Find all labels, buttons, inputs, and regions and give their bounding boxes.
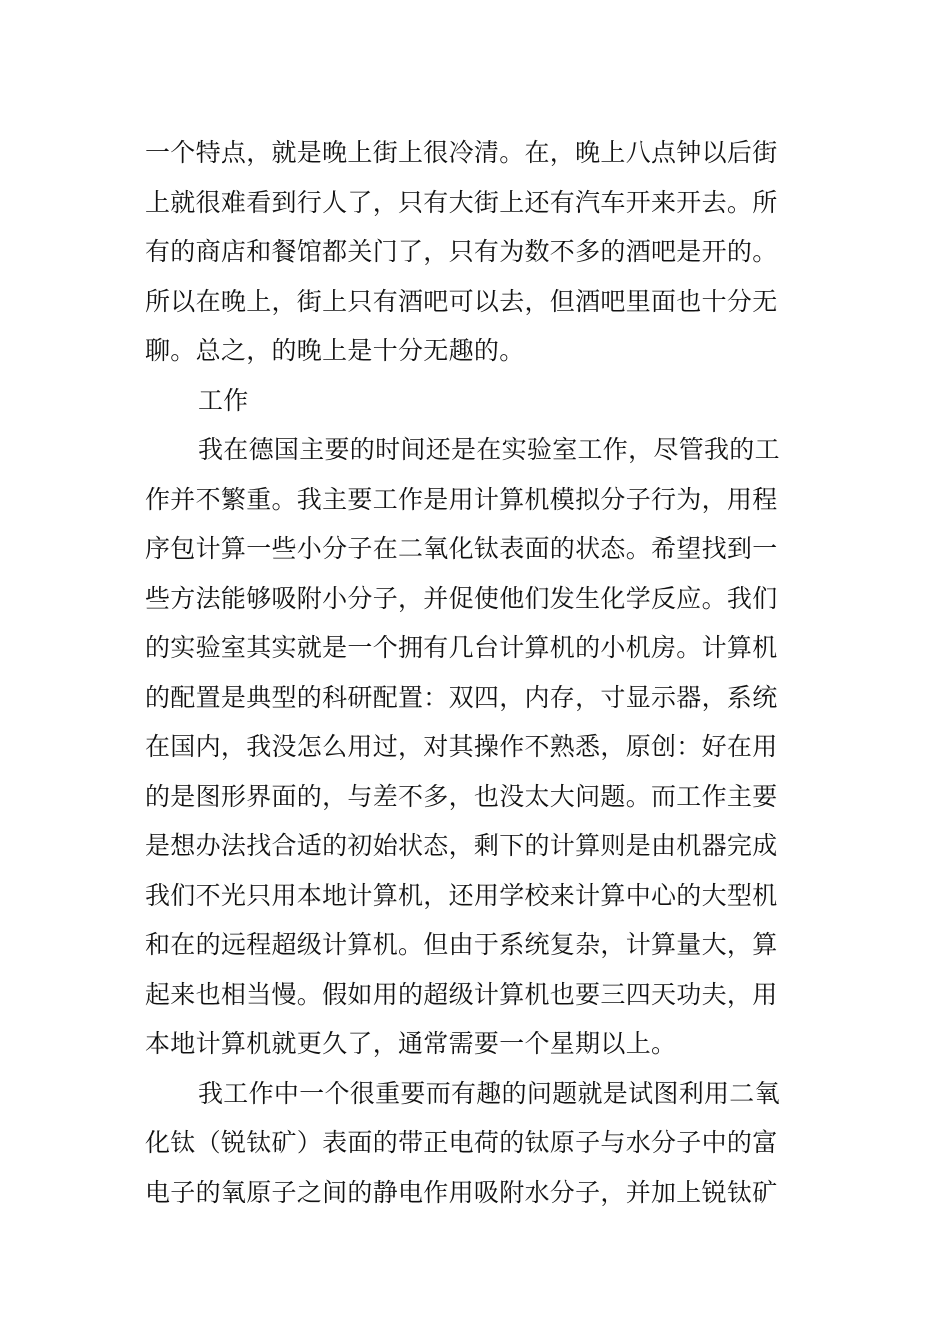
text-line: 所以在晚上，街上只有酒吧可以去，但酒吧里面也十分无	[145, 286, 778, 316]
text-line: 作并不繁重。我主要工作是用计算机模拟分子行为，用程	[145, 484, 778, 514]
text-line: 我们不光只用本地计算机，还用学校来计算中心的大型机	[145, 880, 778, 910]
text-line: 电子的氧原子之间的静电作用吸附水分子，并加上锐钛矿	[145, 1177, 778, 1207]
text-line: 的实验室其实就是一个拥有几台计算机的小机房。计算机	[145, 633, 778, 662]
text-line: 有的商店和餐馆都关门了，只有为数不多的酒吧是开的。	[145, 237, 778, 266]
text-line: 序包计算一些小分子在二氧化钛表面的状态。希望找到一	[145, 534, 778, 563]
text-line: 些方法能够吸附小分子，并促使他们发生化学反应。我们	[145, 583, 778, 613]
text-line: 上就很难看到行人了，只有大街上还有汽车开来开去。所	[145, 187, 778, 217]
text-line: 是想办法找合适的初始状态，剩下的计算则是由机器完成	[145, 831, 778, 860]
text-line: 起来也相当慢。假如用的超级计算机也要三四天功夫，用	[145, 979, 778, 1009]
text-line: 的是图形界面的，与差不多，也没太大问题。而工作主要	[145, 781, 778, 811]
text-line: 在国内，我没怎么用过，对其操作不熟悉，原创：好在用	[145, 732, 778, 761]
paragraph-first-line: 我在德国主要的时间还是在实验室工作，尽管我的工	[198, 435, 780, 464]
text-line: 化钛（锐钛矿）表面的带正电荷的钛原子与水分子中的富	[145, 1128, 778, 1157]
text-line: 聊。总之，的晚上是十分无趣的。	[145, 336, 525, 365]
section-heading: 工作	[198, 385, 249, 415]
text-line: 的配置是典型的科研配置：双四，内存，寸显示器，系统	[145, 682, 778, 712]
text-line: 一个特点，就是晚上街上很冷清。在，晚上八点钟以后街	[145, 138, 778, 167]
paragraph-first-line: 我工作中一个很重要而有趣的问题就是试图利用二氧	[198, 1078, 780, 1108]
text-line: 本地计算机就更久了，通常需要一个星期以上。	[145, 1029, 677, 1058]
text-line: 和在的远程超级计算机。但由于系统复杂，计算量大，算	[145, 930, 778, 959]
document-body	[145, 128, 815, 1217]
